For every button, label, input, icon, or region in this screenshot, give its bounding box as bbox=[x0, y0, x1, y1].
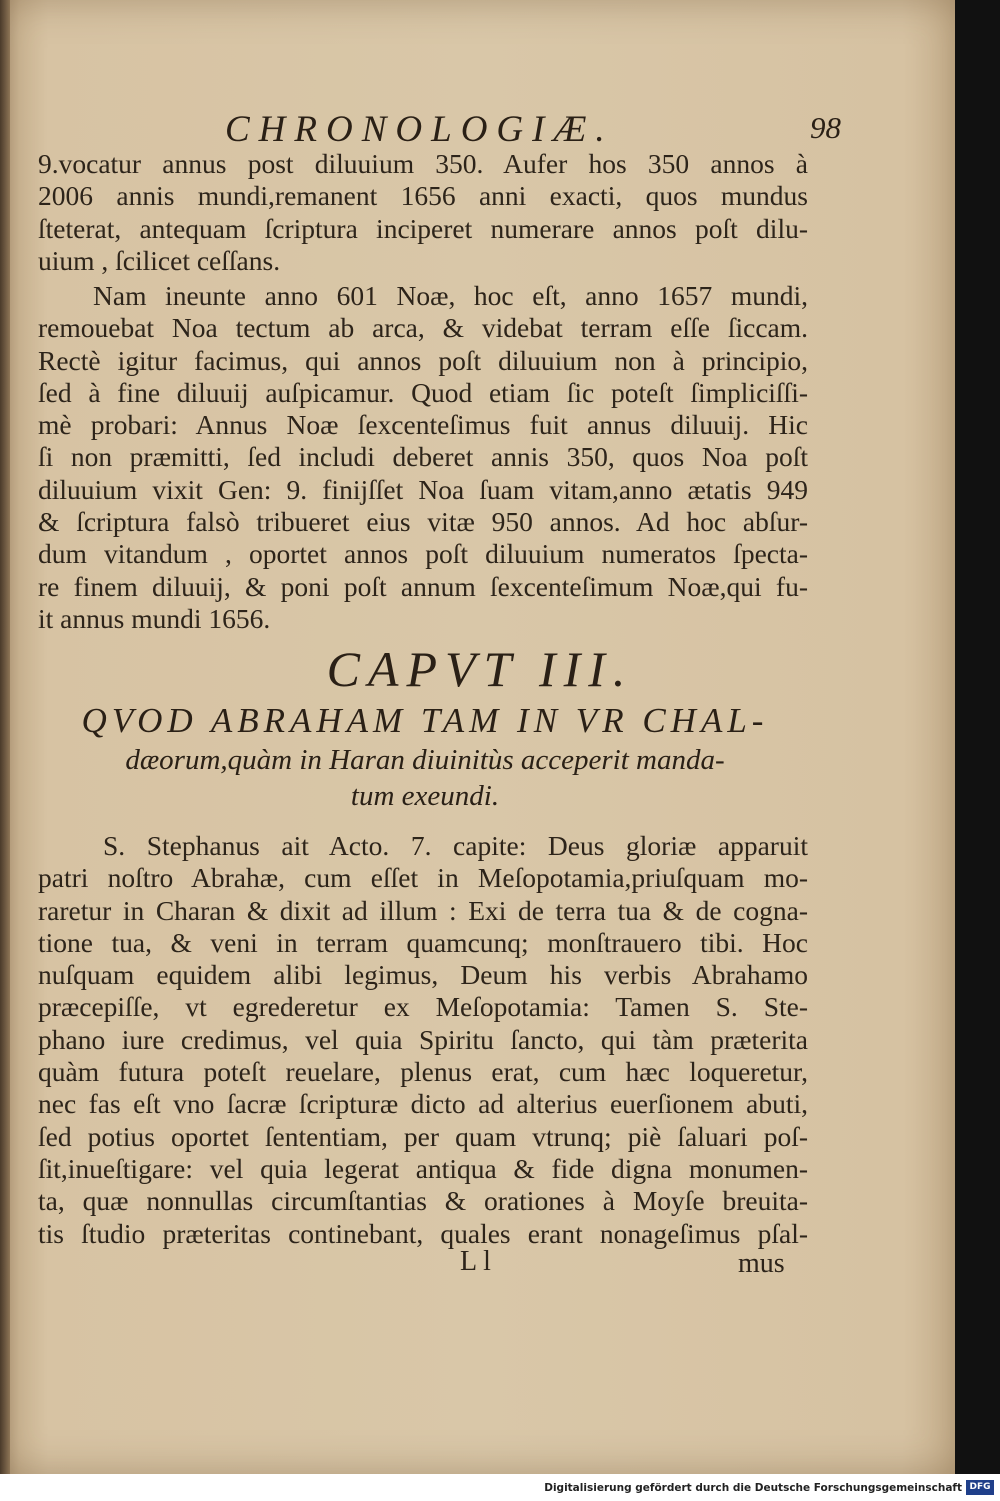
text-line: præcepiſſe, vt egrederetur ex Meſopotamia: Tamen S. Ste- bbox=[38, 991, 808, 1023]
text-line: dum vitandum , oportet annos poſt diluuium numeratos ſpecta- bbox=[38, 538, 808, 570]
text-line: nec fas eſt vno ſacræ ſcripturæ dicto ad alterius euerſionem abuti, bbox=[38, 1088, 808, 1120]
text-line: ta, quæ nonnullas circumſtantias & orationes à Moyſe breuita- bbox=[38, 1185, 808, 1217]
funding-credit: Digitalisierung gefördert durch die Deutsche Forschungsgemeinschaft bbox=[544, 1482, 962, 1494]
text-line: phano iure credimus, vel quia Spiritu ſancto, qui tàm præterita bbox=[38, 1023, 808, 1055]
text-line: uium , ſcilicet ceſſans. bbox=[38, 244, 281, 276]
text-line: ſit,inueſtigare: vel quia legerat antiqua & fide digna monumen- bbox=[38, 1152, 808, 1184]
text-line: ſed à fine diluuij auſpicamur. Quod etiam ſic poteſt ſimpliciſſi- bbox=[38, 376, 808, 408]
text-line: Nam ineunte anno 601 Noæ, hoc eſt, anno 1657 mundi, bbox=[93, 280, 808, 311]
dfg-logo: DFG bbox=[966, 1480, 994, 1495]
chapter-subtitle-line-1: QVOD ABRAHAM TAM IN VR CHAL- bbox=[81, 701, 769, 740]
text-line: diluuium vixit Gen: 9. finijſſet Noa ſuam vitam,anno ætatis 949 bbox=[38, 473, 808, 505]
text-line: Rectè igitur facimus, qui annos poſt diluuium non à principio, bbox=[38, 344, 808, 376]
paragraph-3 bbox=[38, 830, 808, 1250]
page-gutter bbox=[0, 0, 10, 1474]
text-line: S. Stephanus ait Acto. 7. capite: Deus gloriæ apparuit bbox=[103, 830, 808, 861]
running-head: CHRONOLOGIÆ. bbox=[225, 109, 614, 150]
chapter-subtitle bbox=[40, 700, 810, 814]
text-line: 9.vocatur annus post diluuium 350. Aufer hos 350 annos à bbox=[38, 148, 808, 179]
page-number: 98 bbox=[810, 110, 841, 145]
text-line: quàm futura poteſt reuelare, plenus erat, cum hæc loqueretur, bbox=[38, 1056, 808, 1088]
paragraph-2 bbox=[38, 280, 808, 635]
text-line: ſteterat, antequam ſcriptura inciperet numerare annos poſt dilu- bbox=[38, 212, 808, 244]
signature-mark: L l bbox=[460, 1246, 491, 1277]
text-line: tis ſtudio præteritas continebant, quales erant nonageſimus pſal- bbox=[38, 1217, 808, 1249]
paragraph-1 bbox=[38, 148, 808, 277]
text-line: raretur in Charan & dixit ad illum : Exi de terra tua & de cogna- bbox=[38, 894, 808, 926]
text-line: re finem diluuij, & poni poſt annum ſexcenteſimum Noæ,qui fu- bbox=[38, 570, 808, 602]
chapter-subtitle-line-3: tum exeundi. bbox=[350, 780, 500, 812]
text-line: tione tua, & veni in terram quamcunq; monſtrauero tibi. Hoc bbox=[38, 926, 808, 958]
text-line: patri noſtro Abrahæ, cum eſſet in Meſopotamia,priuſquam mo- bbox=[38, 862, 808, 894]
catchword: mus bbox=[738, 1248, 785, 1279]
chapter-subtitle-line-2: dæorum,quàm in Haran diuinitùs acceperit manda- bbox=[125, 744, 725, 776]
text-line: ſed potius oportet ſententiam, per quam vtrunq; piè ſaluari poſ- bbox=[38, 1120, 808, 1152]
text-line: mè probari: Annus Noæ ſexcenteſimus fuit annus diluuij. Hic bbox=[38, 409, 808, 441]
text-line: ſi non præmitti, ſed includi deberet annis 350, quos Noa poſt bbox=[38, 441, 808, 473]
text-line: & ſcriptura falsò tribueret eius vitæ 950 annos. Ad hoc abſur- bbox=[38, 506, 808, 538]
scan-border bbox=[955, 0, 1000, 1474]
text-line: nuſquam equidem alibi legimus, Deum his verbis Abrahamo bbox=[38, 959, 808, 991]
text-line: remouebat Noa tectum ab arca, & videbat terram eſſe ſiccam. bbox=[38, 312, 808, 344]
chapter-title: CAPVT III. bbox=[326, 641, 634, 697]
text-line: 2006 annis mundi,remanent 1656 anni exacti, quos mundus bbox=[38, 180, 808, 212]
text-line: it annus mundi 1656. bbox=[38, 602, 271, 634]
